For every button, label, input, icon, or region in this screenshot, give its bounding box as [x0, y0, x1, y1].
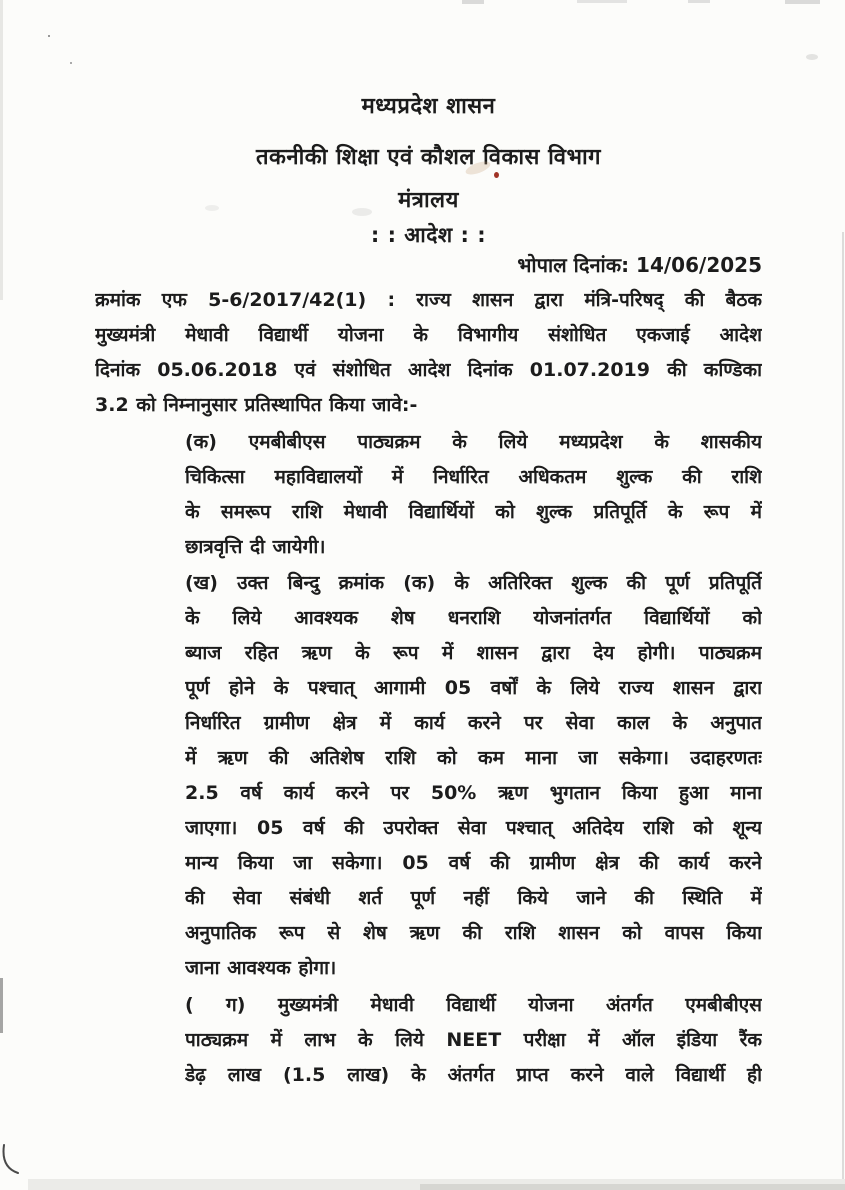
text-line: अनुपातिक रूप से शेष ऋण की राशि शासन को वापस किया [185, 922, 762, 944]
intro-paragraph [95, 283, 762, 423]
text-line: के लिये आवश्यक शेष धनराशि योजनांतर्गत विद्यार्थियों को [185, 607, 762, 629]
header-department-name: तकनीकी शिक्षा एवं कौशल विकास विभाग [255, 145, 602, 170]
text-line: जाएगा। 05 वर्ष की उपरोक्त सेवा पश्चात् अतिदेय राशि को शून्य [185, 817, 762, 839]
paper-smudge [806, 54, 818, 60]
text-line: (क) एमबीबीएस पाठ्यक्रम के लिये मध्यप्रदेश के शासकीय [185, 431, 762, 453]
place-date-line: भोपाल दिनांक: 14/06/2025 [517, 253, 762, 277]
text-line: ( ग) मुख्यमंत्री मेधावी विद्यार्थी योजना अंतर्गत एमबीबीएस [185, 994, 762, 1016]
text-line: के समरूप राशि मेधावी विद्यार्थियों को शुल्क प्रतिपूर्ति के रूप में [185, 501, 762, 523]
text-line: छात्रवृत्ति दी जायेगी। [185, 536, 326, 558]
scan-bottom-shadow-dark [420, 1184, 845, 1190]
header-government-name: मध्यप्रदेश शासन [361, 94, 496, 119]
header-order-title: : : आदेश : : [370, 223, 487, 247]
scan-edge-mark [785, 0, 820, 4]
paper-speck [70, 62, 72, 64]
scan-edge-mark [462, 0, 484, 4]
text-line: पाठ्यक्रम में लाभ के लिये NEET परीक्षा में ऑल इंडिया रैंक [185, 1029, 762, 1051]
text-line: ब्याज रहित ऋण के रूप में शासन द्वारा देय होगी। पाठ्यक्रम [185, 642, 762, 664]
text-line: पूर्ण होने के पश्चात् आगामी 05 वर्षों के लिये राज्य शासन द्वारा [185, 677, 762, 699]
text-line: 3.2 को निम्नानुसार प्रतिस्थापित किया जावे:- [95, 394, 418, 416]
clause-ga [185, 988, 762, 1093]
scan-left-edge-mark [0, 978, 3, 1033]
text-line: क्रमांक एफ 5-6/2017/42(1) : राज्य शासन द्वारा मंत्रि-परिषद् की बैठक [95, 289, 762, 311]
header-ministry: मंत्रालय [398, 188, 459, 213]
scan-edge-mark [577, 0, 627, 3]
scan-left-edge-line [0, 0, 3, 300]
text-line: में ऋण की अतिशेष राशि को कम माना जा सकेगा। उदाहरणतः [185, 747, 762, 769]
text-line: मुख्यमंत्री मेधावी विद्यार्थी योजना के विभागीय संशोधित एकजाई आदेश [95, 324, 762, 346]
text-line: मान्य किया जा सकेगा। 05 वर्ष की ग्रामीण क्षेत्र की कार्य करने [185, 852, 762, 874]
scan-right-edge-line [842, 232, 844, 1190]
scan-edge-mark [688, 0, 710, 3]
text-line: की सेवा संबंधी शर्त पूर्ण नहीं किये जाने की स्थिति में [185, 887, 762, 909]
pen-stroke-mark [0, 1143, 50, 1183]
scan-bottom-shadow [28, 1179, 845, 1190]
clause-kha [185, 566, 762, 986]
text-line: दिनांक 05.06.2018 एवं संशोधित आदेश दिनांक 01.07.2019 की कण्डिका [95, 359, 762, 381]
paper-speck [48, 35, 50, 37]
text-line: 2.5 वर्ष कार्य करने पर 50% ऋण भुगतान किया हुआ माना [185, 782, 762, 804]
document-body [95, 92, 762, 1093]
text-line: निर्धारित ग्रामीण क्षेत्र में कार्य करने पर सेवा काल के अनुपात [185, 712, 762, 734]
text-line: चिकित्सा महाविद्यालयों में निर्धारित अधिकतम शुल्क की राशि [185, 466, 762, 488]
text-line: डेढ़ लाख (1.5 लाख) के अंतर्गत प्राप्त करने वाले विद्यार्थी ही [185, 1064, 762, 1086]
clause-ka [185, 425, 762, 565]
text-line: जाना आवश्यक होगा। [185, 957, 337, 979]
text-line: (ख) उक्त बिन्दु क्रमांक (क) के अतिरिक्त शुल्क की पूर्ण प्रतिपूर्ति [185, 572, 762, 594]
